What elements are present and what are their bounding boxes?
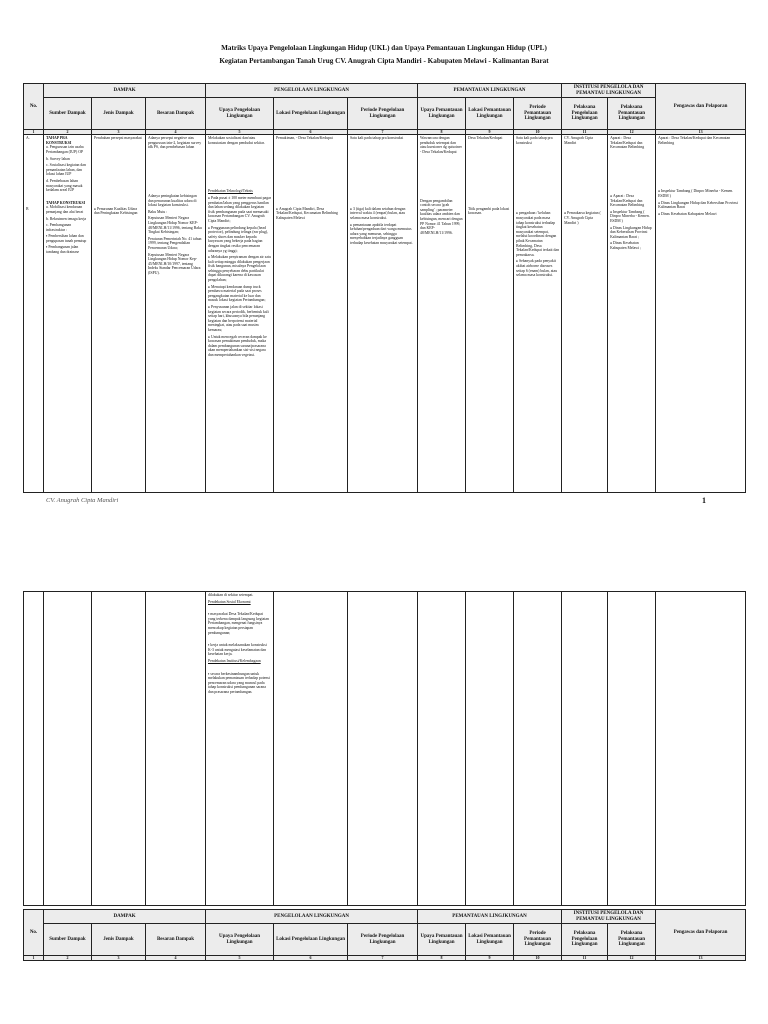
col-num: 3 [92, 956, 146, 961]
page-number: 1 [702, 496, 706, 505]
header-institusi: INSTITUSI PENGELOLA DAN PEMANTAU LINGKUNGAN [562, 84, 656, 98]
row-a-lokasi-pengelolaan: Pemukiman, - Desa Tekalan/Kedupai [276, 136, 333, 141]
header-no: No. [24, 910, 44, 956]
row-b-pengawas: ● Dinas Kesehatan Kabupaten Melawi [658, 212, 743, 217]
row-a-upaya-pemantauan: Wawancara dengan penduduk setempat dan atau kuesioner dg quisoiner - Desa Tekalan/Kedupai [420, 136, 462, 154]
col-num: 3 [92, 130, 146, 135]
continuation-cell [206, 592, 274, 906]
header-periode-pemantauan: Periode Pemantauan Lingkungan [514, 924, 562, 956]
header-institusi: INSTITUSI PENGELOLA DAN PEMANTAU LINGKUNGAN [562, 910, 656, 924]
col-num: 1 [24, 956, 44, 961]
row-a-jenis: Perubahan persepsi masyarakat [94, 136, 142, 141]
document-subtitle: Kegiatan Pertambangan Tanah Urug CV. Anugrah Cipta Mandiri - Kabupaten Melawi - Kalimantan Barat [219, 57, 549, 65]
sub-list-item: ▪ Pembangunan jalan tambang dan drainase [46, 245, 89, 254]
col-num: 7 [348, 956, 418, 961]
row-b-lokasi-pengelolaan: ● Anugrah Cipta Mandiri, Desa Tekalan/Kedupai, Kecamatan Belimbing Kabupaten Melawi [276, 207, 345, 221]
header-pengelolaan: PENGELOLAAN LINGKUNGAN [206, 84, 418, 98]
header-periode-pengelolaan: Periode Pengelolaan Lingkungan [348, 98, 418, 130]
table-row [24, 592, 746, 906]
row-b-upaya-pemantauan: Dengan pengambilan contoh secara 'grab sampling' ; parameter kualitas udara ambien dan kebisingan, mencari dengan PP Nomor 41 Tahun 1999, dan KEP-48/MENLH/11/1996. [420, 198, 463, 235]
row-a-pelaksana-pemantauan: Aparat : Desa Tekalan/Kedupai dan Kecamatan Belimbing [610, 136, 645, 150]
header-dampak: DAMPAK [44, 84, 206, 98]
header-lokasi-pengelolaan: Lokasi Pengelolaan Lingkungan [274, 924, 348, 956]
header-lokasi-pemantauan: Lokasi Pemantauan Lingkungan [466, 924, 514, 956]
column-number-row [24, 956, 746, 961]
row-b-lokasi-pemantauan: Titik pengambi pada lokasi kawasan. [468, 206, 510, 216]
header-upaya-pengelolaan: Upaya Pengelolaan Lingkungan [206, 924, 274, 956]
row-b-besaran: Adanya peningkatan kebisingan dan penurunan kualitas udara di lokasi kegiatan konstruksi. [148, 193, 197, 208]
header-pengelolaan: PENGELOLAAN LINGKUNGAN [206, 910, 418, 924]
row-b-heading: TAHAP KONSTRUKSI [46, 200, 86, 205]
row-b-pengawas: ● Dinas Lingkungan Hidup dan Kebersihan Provinsi Kalimantan Barat [658, 201, 743, 210]
lokasi-pemantauan-cell [466, 135, 514, 493]
header-pelaksana-pengelolaan: Pelaksana Pengelolaan Lingkungan [562, 924, 608, 956]
row-b-pelaksana-pengelolaan: ● Pemrakarsa kegiatan ( CV. Anugrah Cipta Mandiri ) [564, 211, 605, 225]
list-item: d. Pembebasan lahan masyarakat yang masuk kedalam areal IUP [46, 178, 83, 193]
row-a-periode-pemantauan: Satu kali pada tahap pra konstruksi [516, 136, 553, 145]
list-item: c. Sosialisasi kegiatan dan pemanfaatan lahan, dan lokasi lahan IUP [46, 163, 86, 177]
row-a-upaya-pengelolaan: Melakukan sosialisasi dan/atau konsutasian dengan pendudut sekitar. [208, 136, 265, 145]
header-lokasi-pemantauan: Lokasi Pemantauan Lingkungan [466, 98, 514, 130]
header-no: No. [24, 84, 44, 130]
header-pengawas: Pengawas dan Pelaporan [656, 910, 746, 956]
row-a-no: A. [26, 136, 30, 141]
col-num: 8 [418, 130, 466, 135]
pengawas-cell [656, 135, 746, 493]
col-num: 12 [608, 956, 656, 961]
row-b-pelaksana-pemantauan: ● Dinas Kesehatan Kabupaten Melawi ; [610, 241, 653, 250]
header-lokasi-pengelolaan: Lokasi Pengelolaan Lingkungan [274, 98, 348, 130]
baku-mutu-label: Baku Mutu : [148, 209, 168, 214]
list-item: c. Pembangunan infrastruktur : [46, 223, 72, 232]
col-num: 4 [146, 130, 206, 135]
header-upaya-pengelolaan: Upaya Pengelolaan Lingkungan [206, 98, 274, 130]
continuation-heading: Pendekatan Institusi/Kelembagaan [208, 658, 261, 663]
row-b-no: B [26, 206, 29, 211]
table-row [24, 135, 746, 493]
pengelolaan-point: ● Untuk mencegah ceceran dampak ke kawasan pemukiman penduduk, maka dalam pembangunan sarana/prasarana akan mempertahankan sisi-sisi negara dan mempertahankan vegetasi. [208, 335, 271, 358]
col-num: 6 [274, 956, 348, 961]
col-num: 11 [562, 956, 608, 961]
col-num: 9 [466, 956, 514, 961]
row-a-lokasi-pemantauan: Desa Tekalan/Kedupai [468, 136, 503, 141]
header-upaya-pemantauan: Upaya Pemantauan Lingkungan [418, 98, 466, 130]
row-b-pelaksana-pemantauan: ● Inspektur Tambang ( Dinpro Minerba - Kemen. ESDM ) [610, 210, 653, 224]
upaya-pengelolaan-cell [206, 135, 274, 493]
document-title: Matriks Upaya Pengelolaan Lingkungan Hidup (UKL) dan Upaya Pemantauan Lingkungan Hidup (UPL) [221, 44, 547, 52]
pengelolaan-point: ● Melakukan penyiraman dengan air satu kali setiap minggu dilakukan pengerjaan fisik bangunan, misalnya Pengelolaan sehingga penyebaran debu partikulat dapat dikurangi karena di kawasan pengolahan; [208, 255, 271, 283]
row-a-heading: TAHAP PRA KONSTRUKSI [46, 136, 72, 145]
pengelolaan-point: ● Penggunaan pelindung kepala (head protector), pelindung telinga (ear plug), safety shoes dan masker kepada karyawan yang bekerja pada bagian dengan tingkat resiko pencemaran udaranya yg tinggi; [208, 226, 271, 254]
matrix-table-main [23, 83, 746, 493]
header-jenis: Jenis Dampak [92, 924, 146, 956]
row-b-periode-pemantauan: ● pengaduan / keluhan masyarakat pada masa tahap konstruksi terhadap tingkat kesehatan masyarakat setempat, melalui koordinasi dengan pihak Kecamatan Belimbing, Desa Tekalan/Kedupai terkait dan pemrakarsa. [516, 211, 559, 257]
sub-list-item: ▪ Pembersihan lahan dan pengupasan tanah penutup [46, 234, 89, 243]
row-b-periode-pengelolaan: ● pemantauan apabila terdapat keluhan/pengaduan dari warga memutus udara yang menurun, sehingga menyebabkan terjadinya gangguan terhadap kesehatan masyarakat setempat. [350, 223, 415, 246]
row-a-pelaksana-pengelolaan: CV. Anugrah Cipta Mandiri [564, 136, 593, 145]
header-dampak: DAMPAK [44, 910, 206, 924]
col-num: 2 [44, 956, 92, 961]
matrix-table-continuation [23, 591, 746, 906]
row-a-pengawas: Aparat : Desa Tekalan/Kedupai dan Kecamatan Belimbing [658, 136, 731, 145]
col-num: 9 [466, 130, 514, 135]
col-num: 11 [562, 130, 608, 135]
row-b-pelaksana-pemantauan: ● Aparat : Desa Tekalan/Kedupai dan Kecamatan Belimbing [610, 194, 653, 208]
matrix-table-header-repeat [23, 909, 746, 961]
pengelolaan-point: ● Pada pusat ± 100 meter membuat pagar pembatas/lahan yang penggerus hanilan dan lahan sedang dilakukan kegiatan fisik pembangunan pada saat memasuki kawasan Pertambangan CV. Anugrah Cipta Mandiri; [208, 196, 271, 224]
col-num: 5 [206, 956, 274, 961]
baku-mutu-item: Peraturan Pemerintah No. 41 tahun 1999, tentang Pengendalian Pencemaran Udara; [148, 236, 202, 250]
continuation-heading: Pendekatan Sosial Ekonomi [208, 599, 251, 604]
pelaksana-pemantauan-cell [608, 135, 656, 493]
header-sumber: Sumber Dampak [44, 924, 92, 956]
header-besaran: Besaran Dampak [146, 98, 206, 130]
header-pelaksana-pemantauan: Pelaksana Pemantauan Lingkungan [608, 98, 656, 130]
row-b-periode-pengelolaan: ● 3 (tiga) kali dalam setahun dengan interval waktu 4 (empat) bulan, atau selama masa konstruksi. [350, 207, 415, 221]
row-a-periode-pengelolaan: Satu kali pada tahap pra konstruksi [350, 136, 404, 141]
row-a-besaran: Adanya persepsi negative atas pengurusan izin-2, kegiatan survey tdk PS, dan pembebasan lahan [148, 136, 202, 150]
col-num: 8 [418, 956, 466, 961]
sumber-dampak-cell [44, 135, 92, 493]
col-num: 7 [348, 130, 418, 135]
footer-company: CV. Anugrah Cipta Mandiri [46, 497, 119, 504]
header-upaya-pemantauan: Upaya Pemantauan Lingkungan [418, 924, 466, 956]
baku-mutu-item: Keputusan Menteri Negara Lingkungan Hidup Nomor KEP-48/MENLH/11/1996, tentang Baku Tingkat Kebisingan; [148, 216, 202, 235]
col-num: 13 [656, 130, 746, 135]
pengelolaan-point: ● Penyusunan jalan di sekitar lokasi kegiatan secara periodik, berbentuk kali setiap hari, khususnya bila penunjang kegiatan dan berpotensi material meningkat, atau pada saat musim kemarau; [208, 305, 271, 333]
list-item: b. Survey lahan [46, 156, 70, 161]
col-num: 6 [274, 130, 348, 135]
list-item: b. Rekrutmen tenaga kerja [46, 216, 87, 221]
col-num: 4 [146, 956, 206, 961]
row-b-jenis: ● Penurunan Kualitas Udara dan Peningkatan Kebisingan [94, 207, 143, 216]
continuation-paragraph: ▪ kerja untuk melaksanakan konstruksi K-3 untuk mengatasi keselamatan dan kesehatan kerja. [208, 643, 271, 657]
col-num: 1 [24, 130, 44, 135]
col-num: 13 [656, 956, 746, 961]
continuation-paragraph: ▪ secara berkesinambungan untuk melakukan pemantauan terhadap potensi pencemaran udara yang muncul pada tahap konstruksi pembangunan sarana dan prasarana pertambangan. [208, 672, 271, 695]
col-num: 10 [514, 130, 562, 135]
col-num: 12 [608, 130, 656, 135]
upaya-pemantauan-cell [418, 135, 466, 493]
header-pengawas: Pengawas dan Pelaporan [656, 84, 746, 130]
header-besaran: Besaran Dampak [146, 924, 206, 956]
pengelolaan-heading: Pendekatan Teknologi/Teknis [208, 189, 253, 194]
besaran-dampak-cell [146, 135, 206, 493]
row-b-pelaksana-pemantauan: ● Dinas Lingkungan Hidup dan Kebersihan Provinsi Kalimantan Barat ; [610, 226, 653, 240]
header-jenis: Jenis Dampak [92, 98, 146, 130]
baku-mutu-item: Keputusan Menteri Negara Lingkungan Hidup Nomor Kep-45/MENLH/10/1997, tentang Indeks Standar Pencemaran Udara (ISPU). [148, 252, 201, 275]
jenis-dampak-cell [92, 135, 146, 493]
col-num: 5 [206, 130, 274, 135]
pelaksana-pengelolaan-cell [562, 135, 608, 493]
header-pelaksana-pemantauan: Pelaksana Pemantauan Lingkungan [608, 924, 656, 956]
periode-pemantauan-cell [514, 135, 562, 493]
list-item: a. Pengurusan izin usaha Pertambangan (IUP) OP [46, 145, 84, 154]
periode-pengelolaan-cell [348, 135, 418, 493]
continuation-lead: dilakukan di sekitar setempat. [208, 593, 254, 597]
col-num: 2 [44, 130, 92, 135]
header-pemantauan: PEMANTAUAN LINGJKUNGAN [418, 910, 562, 924]
header-periode-pemantauan: Periode Pemantauan Lingkungan [514, 98, 562, 130]
row-b-periode-pemantauan: ● Sebanyak pada penyakit akibat airborne diseases setiap 6 (enam) bulan, atau selama masa konstruksi. [516, 259, 559, 277]
row-b-pengawas: ● Inspektur Tambang ( Dinpro Minerba - Kemen. ESDM ) [658, 189, 743, 198]
header-sumber: Sumber Dampak [44, 98, 92, 130]
lokasi-pengelolaan-cell [274, 135, 348, 493]
col-num: 10 [514, 956, 562, 961]
header-pemantauan: PEMANTAUAN LINGKUNGAN [418, 84, 562, 98]
pengelolaan-point: ● Menutupi kendaraan dump truck pembawa material pada saat proses pengangkutan material ke luar dan masuk lokasi kegiatan Pertambangan; [208, 285, 271, 303]
continuation-paragraph: ▪ masyarakat Desa Tekalan/Kedupai yang terkena dampak langsung kegiatan Pertambangan, mengenai fungsinya mencakup kegiatan persiapan pembangunan; [208, 612, 271, 635]
header-periode-pengelolaan: Periode Pengelolaan Lingkungan [348, 924, 418, 956]
header-pelaksana-pengelolaan: Pelaksana Pengelolaan Lingkungan [562, 98, 608, 130]
row-no-cell [24, 135, 44, 493]
list-item: a. Mobilisasi kendaraan penunjang dan alat berat [46, 205, 84, 214]
